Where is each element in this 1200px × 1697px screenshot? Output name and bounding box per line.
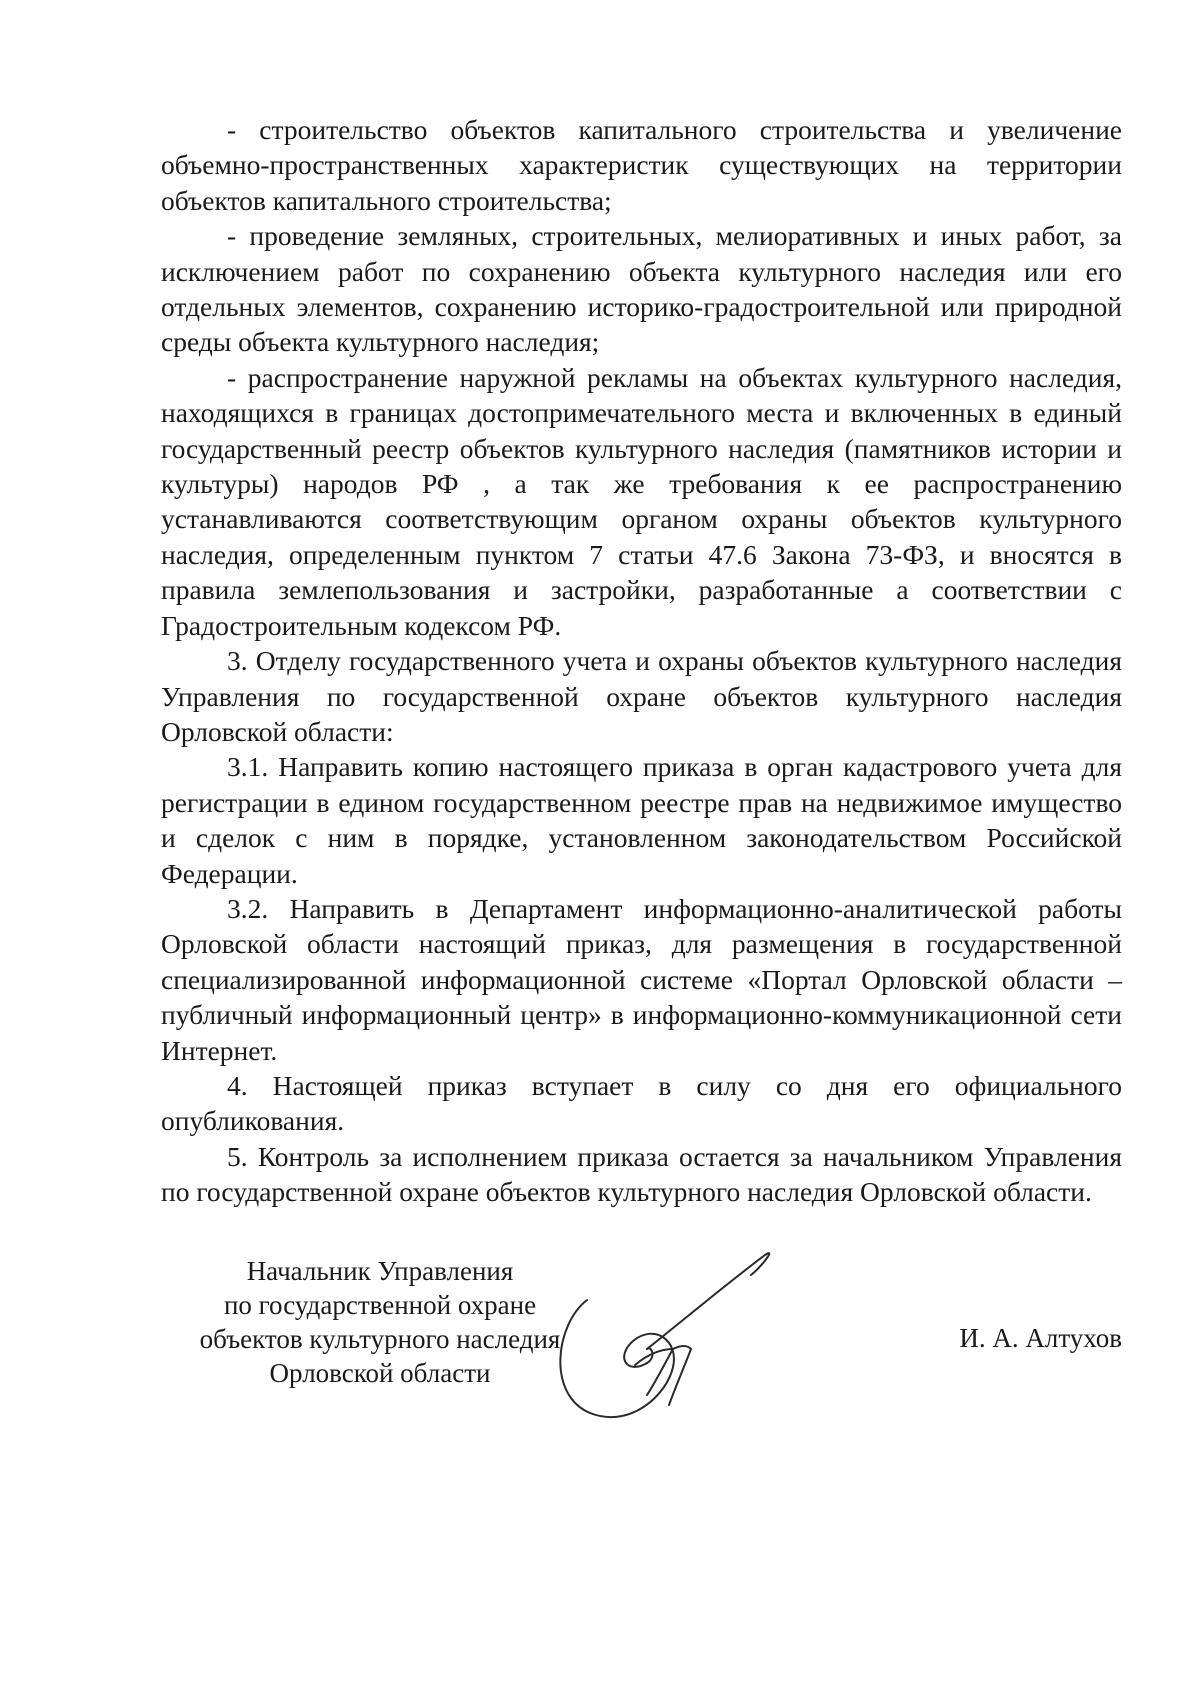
signatory-title-line: Начальник Управления [246, 1256, 514, 1286]
document-body [161, 112, 1122, 1210]
paragraph-item-5: 5. Контроль за исполнением приказа остается за начальником Управления по государственной охране объектов культурного наследия Орловской области. [161, 1140, 1122, 1208]
signatory-title-line: объектов культурного наследия [199, 1324, 561, 1354]
paragraph-item-3: 3. Отделу государственного учета и охраны объектов культурного наследия Управления по государственной охране объектов культурного наследия Орловской области: [161, 645, 1122, 747]
paragraph-advertising: - распространение наружной рекламы на объектах культурного наследия, находящихся в границах достопримечательного места и включенных в единый государственный реестр объектов культурного наследия (памятников истории и культуры) народов РФ , а так же требования к ее распространению устанавливаются соответствующим органом охраны объектов культурного наследия, определенным пунктом 7 статьи 47.6 Закона 73-ФЗ, и вносятся в правила землепользования и застройки, разработанные а соответствии с Градостроительным кодексом РФ. [161, 361, 1122, 641]
paragraph-item-3-2: 3.2. Направить в Департамент информационно-аналитической работы Орловской области настоящий приказ, для размещения в государственной специализированной информационной системе «Портал Орловской области – публичный информационный центр» в информационно-коммуникационной сети Интернет. [161, 892, 1122, 1066]
paragraph-earthworks: - проведение земляных, строительных, мелиоративных и иных работ, за исключением работ по сохранению объекта культурного наследия или его отдельных элементов, сохранению историко-градостроительной или природной среды объекта культурного наследия; [161, 220, 1122, 358]
paragraph-item-4: 4. Настоящей приказ вступает в силу со дня его официального опубликования. [161, 1069, 1122, 1137]
signatory-title-line: по государственной охране [223, 1290, 537, 1320]
signer-name: И. А. Алтухов [959, 1323, 1122, 1353]
signatory-title-line: Орловской области [269, 1358, 491, 1388]
handwritten-signature-icon [555, 1245, 835, 1435]
signatory-title [180, 1254, 580, 1390]
paragraph-construction: - строительство объектов капитального строительства и увеличение объемно-пространственных характеристик существующих на территории объектов капитального строительства; [161, 114, 1122, 216]
paragraph-item-3-1: 3.1. Направить копию настоящего приказа в орган кадастрового учета для регистрации в едином государственном реестре прав на недвижимое имущество и сделок с ним в порядке, установленном законодательством Российской Федерации. [161, 751, 1122, 889]
